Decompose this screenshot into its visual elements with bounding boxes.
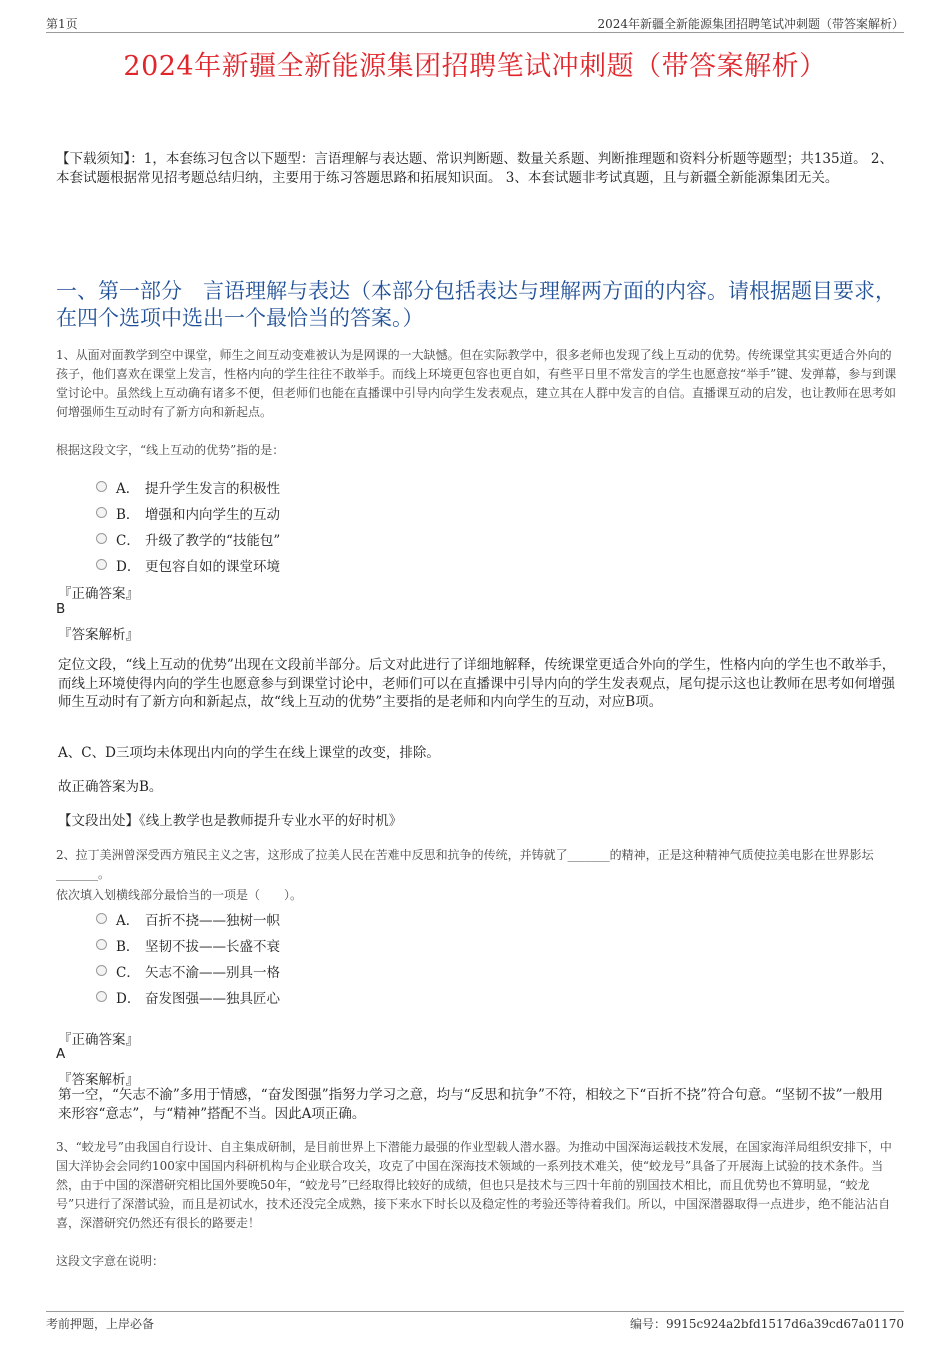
radio-icon[interactable] <box>96 913 107 924</box>
radio-icon[interactable] <box>96 481 107 492</box>
page-header <box>46 14 904 33</box>
option-letter: C． <box>116 965 140 981</box>
radio-icon[interactable] <box>96 533 107 544</box>
option-text: 百折不挠——独树一帜 <box>145 913 280 929</box>
radio-icon[interactable] <box>96 559 107 570</box>
option-letter: B． <box>116 939 140 955</box>
page-number: 第1页 <box>46 17 78 31</box>
option-text: 更包容自如的课堂环境 <box>145 559 280 575</box>
q2-correct-label: 『正确答案』 <box>58 1032 139 1048</box>
option-letter: A． <box>116 913 140 929</box>
q1-analysis-2: A、C、D三项均未体现出内向的学生在线上课堂的改变，排除。 <box>58 745 440 761</box>
option-letter: C． <box>116 533 140 549</box>
radio-icon[interactable] <box>96 507 107 518</box>
q1-analysis-3: 故正确答案为B。 <box>58 779 163 795</box>
option-letter: D． <box>116 991 141 1007</box>
q1-question: 根据这段文字，“线上互动的优势”指的是： <box>56 443 285 457</box>
q1-passage: 1、从面对面教学到空中课堂，师生之间互动变难被认为是网课的一大缺憾。但在实际教学中，很多老师也发现了线上互动的优势。传统课堂其实更适合外向的孩子，他们喜欢在课堂上发言，性格内向的学生往往不敢举手。而线上环境更包容也更自如，有些平日里不常发言的学生也愿意按“举手”键、发弹幕，参与到课堂讨论中。虽然线上互动确有诸多不便，但老师们也能在直播课中引导内向学生发表观点，建立其在人群中发言的自信。直播课互动的启发，也让教师在思考如何增强师生互动时有了新方向和新起点。 <box>56 348 897 419</box>
option-letter: D． <box>116 559 141 575</box>
option-text: 提升学生发言的积极性 <box>145 481 280 497</box>
q1-source: 【文段出处】《线上教学也是教师提升专业水平的好时机》 <box>58 813 403 829</box>
q1-analysis-1: 定位文段，“线上互动的优势”出现在文段前半部分。后文对此进行了详细地解释，传统课堂更适合外向的学生，性格内向的学生也不敢举手，而线上环境使得内向的学生也愿意参与到课堂讨论中，老师们可以在直播课中引导内向的学生发表观点，尾句提示这也让教师在思考如何增强师生互动时有了新方向和新起点，故“线上互动的优势”主要指的是老师和内向学生的互动，对应B项。 <box>58 657 896 710</box>
option-letter: A． <box>116 481 140 497</box>
q3-passage: 3、“蛟龙号”由我国自行设计、自主集成研制，是目前世界上下潜能力最强的作业型载人潜水器。为推动中国深海运载技术发展，在国家海洋局组织安排下，中国大洋协会会同约100家中国国内科研机构与企业联合攻关，攻克了中国在深海技术领域的一系列技术难关，使“蛟龙号”具备了开展海上试验的技术条件。当然，由于中国的深潜研究相比国外要晚50年，“蛟龙号”已经取得比较好的成绩，但也只是技术与三四十年前的别国技术相比，而且优势也不算明显，“蛟龙号”只进行了深潜试验，而且是初试水，技术还没完全成熟，接下来水下时长以及稳定性的考验还等待着我们。所以，中国深潜器取得一点进步，绝不能沾沾自喜，深潜研究仍然还有很长的路要走！ <box>56 1140 892 1230</box>
radio-icon[interactable] <box>96 991 107 1002</box>
q2-analysis-label: 『答案解析』 <box>58 1072 139 1088</box>
q2-question: 依次填入划横线部分最恰当的一项是（ ）。 <box>56 888 303 902</box>
option-text: 坚韧不拔——长盛不衰 <box>145 939 280 955</box>
q2-passage: 2、拉丁美洲曾深受西方殖民主义之害，这形成了拉美人民在苦难中反思和抗争的传统，并铸就了_______的精神，正是这种精神气质使拉美电影在世界影坛_______。 <box>56 848 874 881</box>
radio-icon[interactable] <box>96 965 107 976</box>
q1-analysis-label: 『答案解析』 <box>58 627 139 643</box>
option-text: 矢志不渝——别具一格 <box>145 965 280 981</box>
option-text: 奋发图强——独具匠心 <box>145 991 280 1007</box>
document-title: 2024年新疆全新能源集团招聘笔试冲刺题（带答案解析） <box>123 51 827 82</box>
q1-correct-label: 『正确答案』 <box>58 586 139 602</box>
q2-answer: A <box>56 1046 66 1062</box>
option-text: 增强和内向学生的互动 <box>145 507 280 523</box>
option-text: 升级了教学的“技能包” <box>145 533 281 549</box>
section-heading: 一、第一部分 言语理解与表达（本部分包括表达与理解两方面的内容。请根据题目要求，在四个选项中选出一个最恰当的答案。） <box>56 279 896 330</box>
q3-question: 这段文字意在说明： <box>56 1254 165 1268</box>
page-footer <box>46 1311 904 1332</box>
radio-icon[interactable] <box>96 939 107 950</box>
download-notice: 【下载须知】：1，本套练习包含以下题型：言语理解与表达题、常识判断题、数量关系题、判断推理题和资料分析题等题型；共135道。 2、本套试题根据常见招考题总结归纳，主要用于练习答题思路和拓展知识面。 3、本套试题非考试真题，且与新疆全新能源集团无关。 <box>56 151 893 186</box>
option-letter: B． <box>116 507 140 523</box>
header-doc-title: 2024年新疆全新能源集团招聘笔试冲刺题（带答案解析） <box>597 17 904 31</box>
footer-serial: 编号：9915c924a2bfd1517d6a39cd67a01170 <box>629 1317 904 1331</box>
q2-analysis: 第一空，“矢志不渝”多用于情感，“奋发图强”指努力学习之意，均与“反思和抗争”不符，相较之下“百折不挠”符合句意。“坚韧不拔”一般用来形容“意志”，与“精神”搭配不当。因此A项正确。 <box>58 1087 884 1122</box>
footer-slogan: 考前押题，上岸必备 <box>46 1317 155 1331</box>
q1-answer: B <box>56 601 66 617</box>
